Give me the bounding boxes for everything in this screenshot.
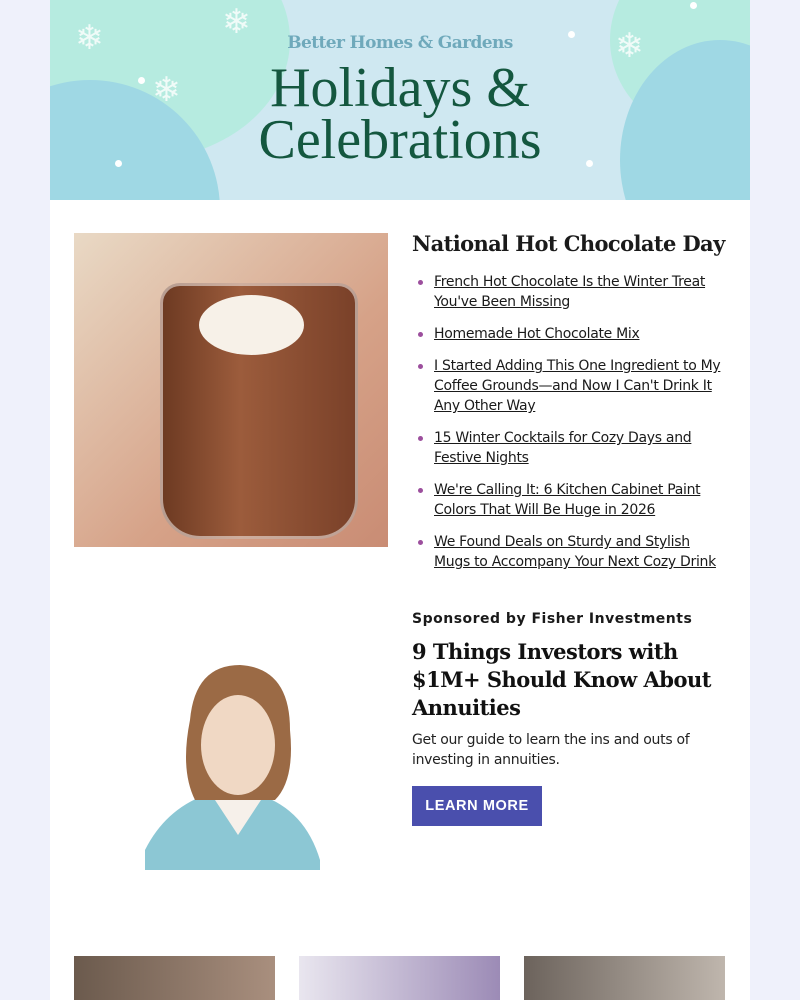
list-item	[412, 324, 722, 344]
snowflake-icon: ❄	[75, 18, 104, 58]
hero-banner	[50, 0, 750, 200]
article-link[interactable]: French Hot Chocolate Is the Winter Treat You've Been Missing	[434, 274, 706, 310]
list-item	[412, 356, 722, 416]
article-thumbnail[interactable]	[74, 956, 275, 1000]
list-item	[412, 428, 722, 468]
article-thumbnail[interactable]	[524, 956, 725, 1000]
article-link[interactable]: 15 Winter Cocktails for Cozy Days and Festive Nights	[434, 430, 692, 466]
ad-description: Get our guide to learn the ins and outs of investing in annuities.	[412, 732, 690, 768]
snowflake-icon: ❄	[152, 70, 181, 110]
section-title: National Hot Chocolate Day	[412, 231, 725, 256]
article-links	[412, 272, 722, 584]
hot-chocolate-image[interactable]	[74, 233, 388, 547]
learn-more-button[interactable]: LEARN MORE	[412, 786, 542, 826]
list-item	[412, 480, 722, 520]
hero-title	[50, 57, 750, 171]
ad-title[interactable]: 9 Things Investors with $1M+ Should Know About Annuities	[412, 639, 711, 720]
article-link[interactable]: I Started Adding This One Ingredient to My Coffee Grounds—and Now I Can't Drink It Any Other Way	[434, 358, 721, 414]
article-link[interactable]: We Found Deals on Sturdy and Stylish Mugs to Accompany Your Next Cozy Drink	[434, 534, 716, 570]
sponsor-label: Sponsored by Fisher Investments	[412, 611, 693, 627]
snow-dot	[690, 2, 697, 9]
list-item	[412, 532, 722, 572]
snowflake-icon: ❄	[615, 26, 644, 66]
article-link[interactable]: Homemade Hot Chocolate Mix	[434, 326, 640, 342]
list-item	[412, 272, 722, 312]
snowflake-icon: ❄	[222, 2, 251, 42]
article-thumbnail[interactable]	[299, 956, 500, 1000]
whipped-cream-shape	[199, 295, 304, 355]
article-link[interactable]: We're Calling It: 6 Kitchen Cabinet Paint Colors That Will Be Huge in 2026	[434, 482, 701, 518]
advisor-illustration[interactable]	[145, 660, 320, 870]
brand-logo: Better Homes & Gardens	[287, 33, 513, 53]
hero-title-line2: Celebrations	[258, 109, 542, 171]
hero-title-line1: Holidays &	[270, 57, 530, 119]
email-body	[50, 0, 750, 1000]
